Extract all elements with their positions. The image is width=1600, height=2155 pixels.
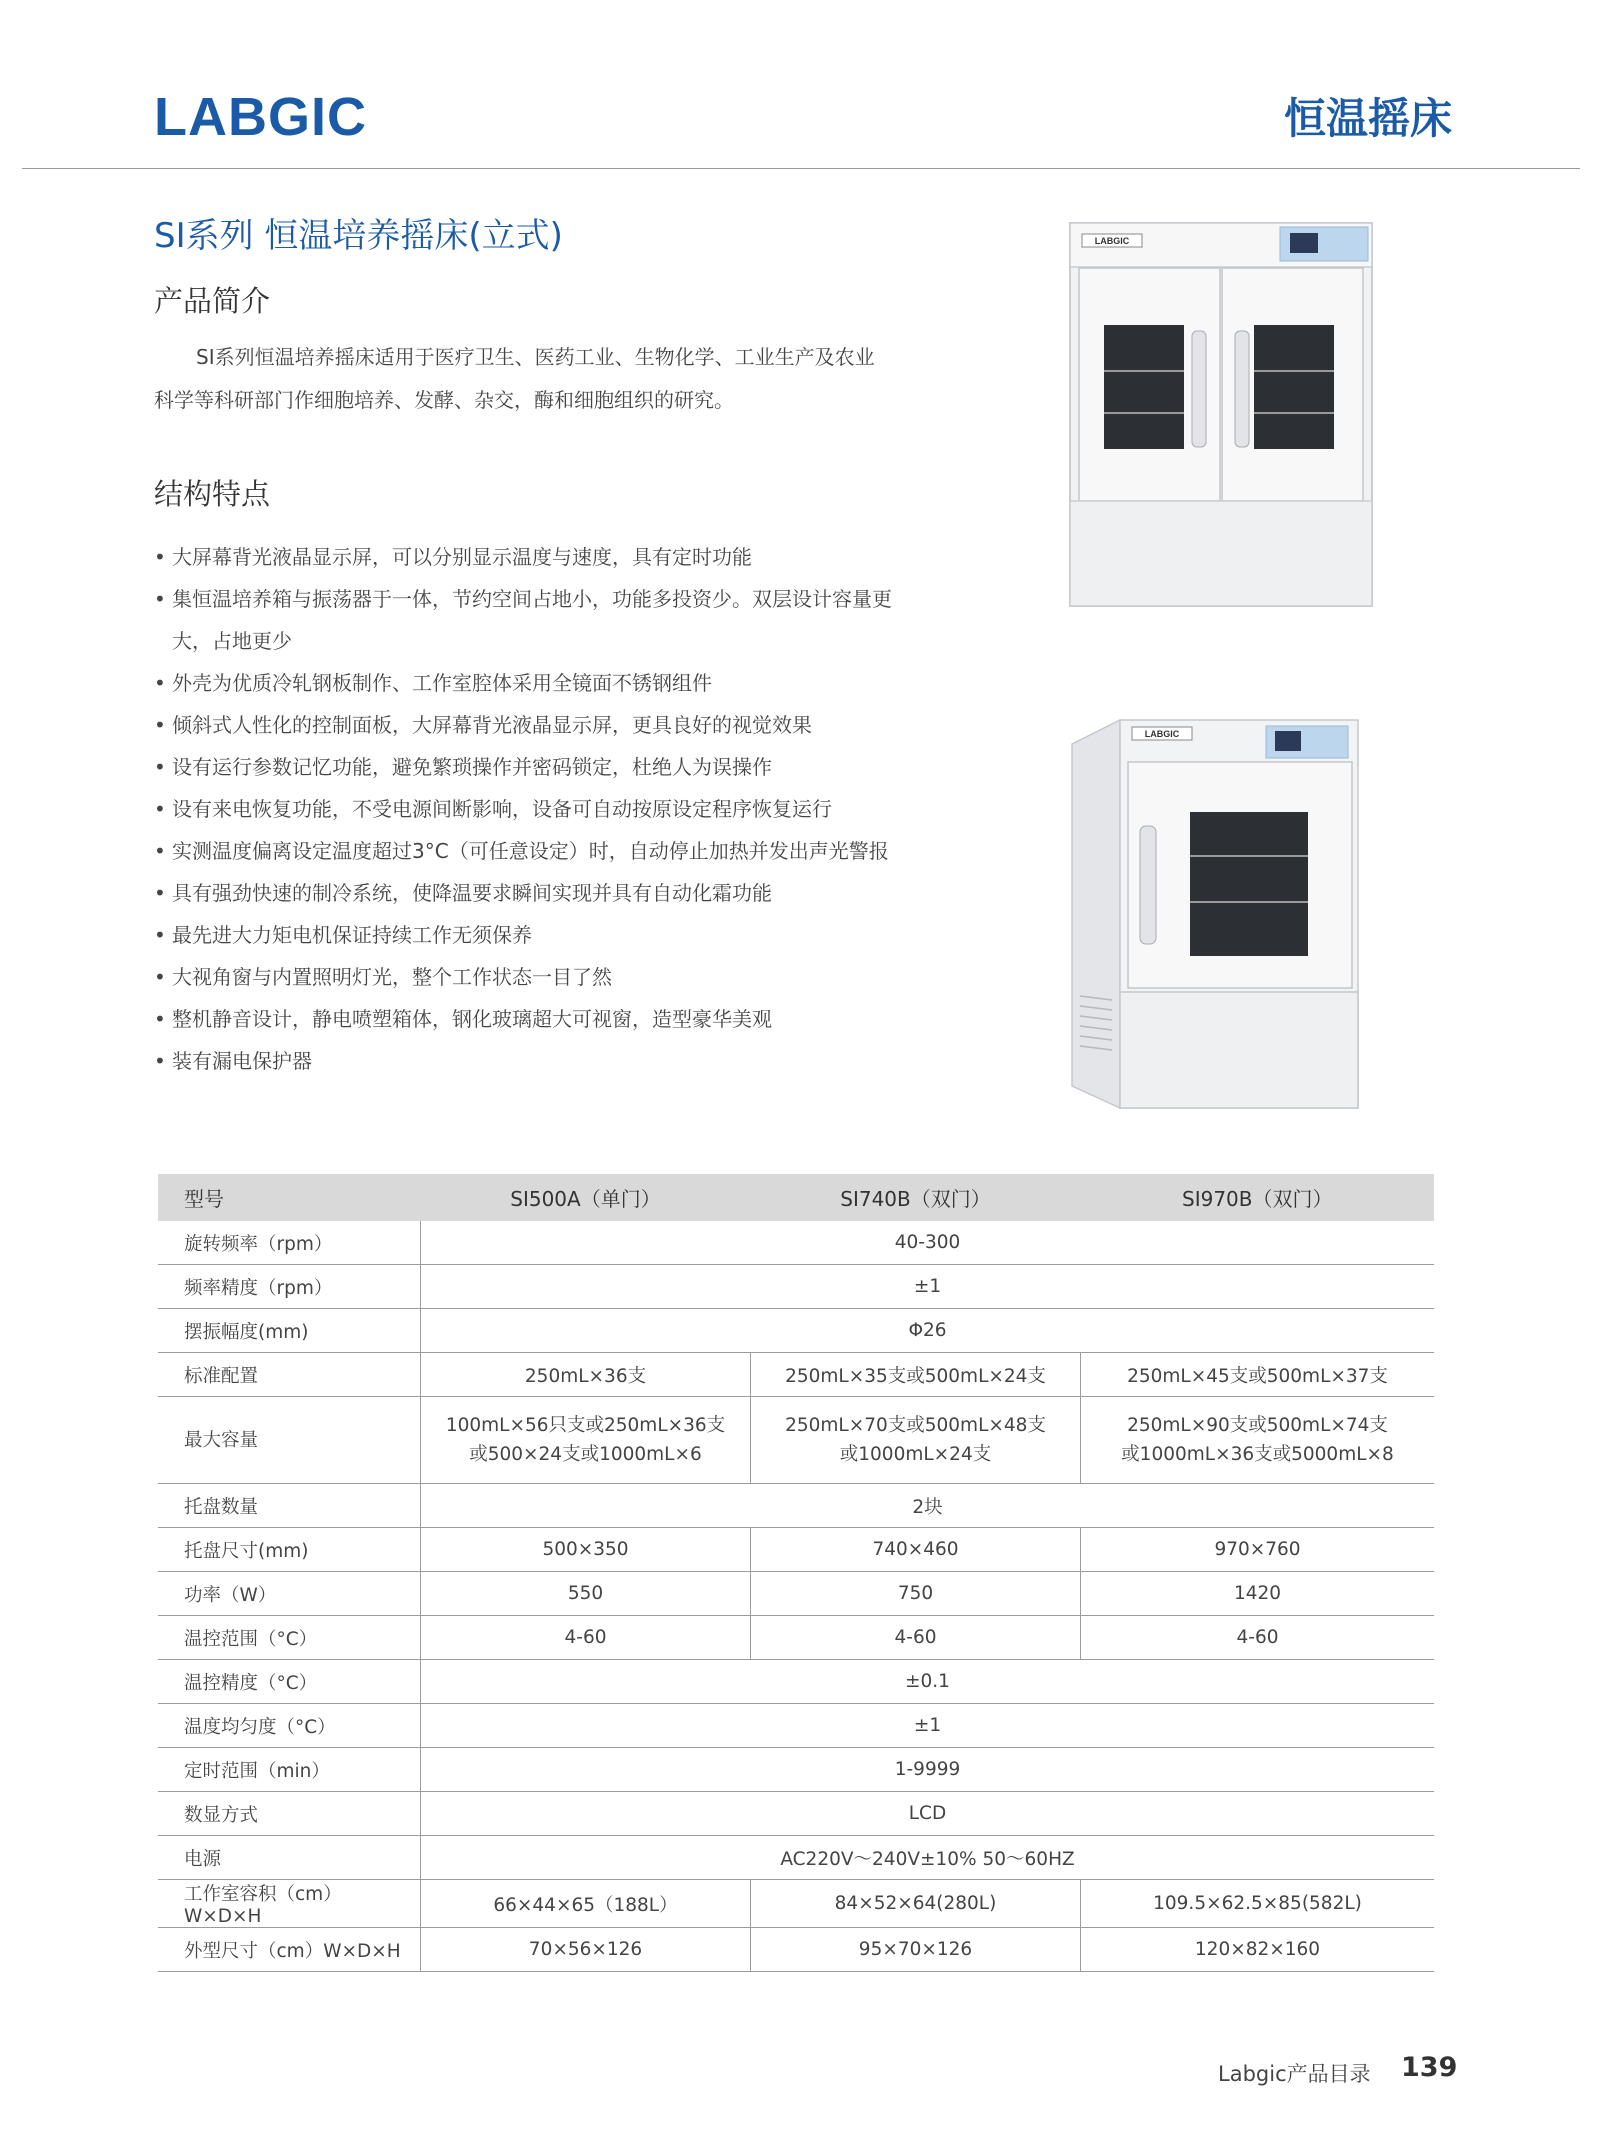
feature-item xyxy=(154,956,894,998)
spec-row xyxy=(158,1616,1434,1660)
spec-value: 100mL×56只支或250mL×36支 或500×24支或1000mL×6 xyxy=(421,1397,751,1484)
spec-row xyxy=(158,1221,1434,1265)
spec-row xyxy=(158,1484,1434,1528)
double-door-shaker-image xyxy=(1068,221,1374,608)
bullet-dot: • xyxy=(154,1007,166,1031)
header-divider xyxy=(22,168,1580,169)
bullet-dot: • xyxy=(154,713,166,737)
feature-text: 设有运行参数记忆功能，避免繁琐操作并密码锁定，杜绝人为误操作 xyxy=(172,755,772,779)
spec-value: 1-9999 xyxy=(421,1748,1435,1792)
spec-table xyxy=(158,1174,1434,1972)
feature-item xyxy=(154,662,894,704)
spec-row xyxy=(158,1572,1434,1616)
feature-text: 实测温度偏离设定温度超过3°C（可任意设定）时，自动停止加热并发出声光警报 xyxy=(172,839,889,863)
header-si740b: SI740B（双门） xyxy=(751,1174,1081,1221)
bullet-dot: • xyxy=(154,755,166,779)
spec-value: 970×760 xyxy=(1081,1528,1435,1572)
feature-text: 大视角窗与内置照明灯光，整个工作状态一目了然 xyxy=(172,965,612,989)
spec-row xyxy=(158,1397,1434,1484)
spec-header-row xyxy=(158,1174,1434,1221)
bullet-dot: • xyxy=(154,839,166,863)
spec-label: 温控精度（°C） xyxy=(158,1660,421,1704)
spec-row xyxy=(158,1309,1434,1353)
spec-row xyxy=(158,1265,1434,1309)
features-heading: 结构特点 xyxy=(154,477,271,511)
feature-text: 集恒温培养箱与振荡器于一体，节约空间占地小，功能多投资少。双层设计容量更大，占地更少 xyxy=(172,587,892,653)
spec-row xyxy=(158,1836,1434,1880)
feature-item xyxy=(154,830,894,872)
spec-value: 70×56×126 xyxy=(421,1928,751,1972)
spec-value: 120×82×160 xyxy=(1081,1928,1435,1972)
feature-text: 设有来电恢复功能，不受电源间断影响，设备可自动按原设定程序恢复运行 xyxy=(172,797,832,821)
spec-label: 定时范围（min） xyxy=(158,1748,421,1792)
spec-label: 托盘尺寸(mm) xyxy=(158,1528,421,1572)
spec-value: 4-60 xyxy=(751,1616,1081,1660)
bullet-dot: • xyxy=(154,923,166,947)
brand-logo: LABGIC xyxy=(154,87,367,147)
spec-value: 40-300 xyxy=(421,1221,1435,1265)
spec-row xyxy=(158,1704,1434,1748)
bullet-dot: • xyxy=(154,545,166,569)
spec-label: 功率（W） xyxy=(158,1572,421,1616)
intro-heading: 产品简介 xyxy=(154,284,271,318)
spec-value: 750 xyxy=(751,1572,1081,1616)
spec-value: 500×350 xyxy=(421,1528,751,1572)
feature-text: 装有漏电保护器 xyxy=(172,1049,312,1073)
spec-label: 旋转频率（rpm） xyxy=(158,1221,421,1265)
spec-label: 温度均匀度（°C） xyxy=(158,1704,421,1748)
feature-item xyxy=(154,998,894,1040)
spec-row xyxy=(158,1528,1434,1572)
feature-item xyxy=(154,1040,894,1082)
spec-value: 250mL×90支或500mL×74支 或1000mL×36支或5000mL×8 xyxy=(1081,1397,1435,1484)
spec-row xyxy=(158,1928,1434,1972)
spec-label: 摆振幅度(mm) xyxy=(158,1309,421,1353)
spec-value: 84×52×64(280L) xyxy=(751,1880,1081,1928)
spec-label: 电源 xyxy=(158,1836,421,1880)
feature-text: 具有强劲快速的制冷系统，使降温要求瞬间实现并具有自动化霜功能 xyxy=(172,881,772,905)
feature-item xyxy=(154,578,894,662)
feature-item xyxy=(154,746,894,788)
bullet-dot: • xyxy=(154,1049,166,1073)
feature-text: 整机静音设计，静电喷塑箱体，钢化玻璃超大可视窗，造型豪华美观 xyxy=(172,1007,772,1031)
spec-body xyxy=(158,1221,1434,1972)
feature-text: 外壳为优质冷轧钢板制作、工作室腔体采用全镜面不锈钢组件 xyxy=(172,671,712,695)
spec-value: 4-60 xyxy=(421,1616,751,1660)
spec-label: 最大容量 xyxy=(158,1397,421,1484)
spec-value: LCD xyxy=(421,1792,1435,1836)
spec-row xyxy=(158,1353,1434,1397)
feature-item xyxy=(154,788,894,830)
spec-label: 外型尺寸（cm）W×D×H xyxy=(158,1928,421,1972)
spec-row xyxy=(158,1792,1434,1836)
spec-value: 66×44×65（188L） xyxy=(421,1880,751,1928)
bullet-dot: • xyxy=(154,587,166,611)
intro-text: SI系列恒温培养摇床适用于医疗卫生、医药工业、生物化学、工业生产及农业科学等科研部门作细胞培养、发酵、杂交，酶和细胞组织的研究。 xyxy=(154,345,875,412)
bullet-dot: • xyxy=(154,965,166,989)
bullet-dot: • xyxy=(154,881,166,905)
single-door-logo-badge: LABGIC xyxy=(1144,729,1180,739)
spec-value: 95×70×126 xyxy=(751,1928,1081,1972)
header-model: 型号 xyxy=(158,1174,421,1221)
spec-value: 2块 xyxy=(421,1484,1435,1528)
spec-value: ±1 xyxy=(421,1265,1435,1309)
single-door-shaker-image xyxy=(1070,716,1360,1116)
footer-catalog-label: Labgic产品目录 xyxy=(1218,2062,1371,2086)
bullet-dot: • xyxy=(154,671,166,695)
feature-text: 倾斜式人性化的控制面板，大屏幕背光液晶显示屏，更具良好的视觉效果 xyxy=(172,713,812,737)
spec-value: 550 xyxy=(421,1572,751,1616)
spec-value: 740×460 xyxy=(751,1528,1081,1572)
spec-value: 250mL×35支或500mL×24支 xyxy=(751,1353,1081,1397)
feature-item xyxy=(154,704,894,746)
spec-value: 250mL×36支 xyxy=(421,1353,751,1397)
spec-value: 109.5×62.5×85(582L) xyxy=(1081,1880,1435,1928)
feature-list xyxy=(154,536,894,1082)
spec-row xyxy=(158,1880,1434,1928)
spec-row xyxy=(158,1660,1434,1704)
spec-value: 250mL×45支或500mL×37支 xyxy=(1081,1353,1435,1397)
spec-label: 标准配置 xyxy=(158,1353,421,1397)
spec-value: 4-60 xyxy=(1081,1616,1435,1660)
feature-item xyxy=(154,914,894,956)
category-title: 恒温摇床 xyxy=(1283,94,1452,143)
page-number: 139 xyxy=(1401,2052,1458,2083)
product-title: SI系列 恒温培养摇床(立式) xyxy=(154,216,563,256)
spec-label: 频率精度（rpm） xyxy=(158,1265,421,1309)
spec-value: ±1 xyxy=(421,1704,1435,1748)
feature-item xyxy=(154,536,894,578)
spec-label: 工作室容积（cm）W×D×H xyxy=(158,1880,421,1928)
header-si970b: SI970B（双门） xyxy=(1081,1174,1435,1221)
spec-row xyxy=(158,1748,1434,1792)
spec-label: 托盘数量 xyxy=(158,1484,421,1528)
double-door-logo-badge: LABGIC xyxy=(1094,236,1130,246)
feature-item xyxy=(154,872,894,914)
spec-value: 250mL×70支或500mL×48支 或1000mL×24支 xyxy=(751,1397,1081,1484)
header-si500a: SI500A（单门） xyxy=(421,1174,751,1221)
feature-text: 最先进大力矩电机保证持续工作无须保养 xyxy=(172,923,532,947)
spec-value: ±0.1 xyxy=(421,1660,1435,1704)
spec-value: AC220V～240V±10% 50～60HZ xyxy=(421,1836,1435,1880)
spec-value: 1420 xyxy=(1081,1572,1435,1616)
feature-text: 大屏幕背光液晶显示屏，可以分别显示温度与速度，具有定时功能 xyxy=(172,545,752,569)
spec-label: 温控范围（°C） xyxy=(158,1616,421,1660)
spec-label: 数显方式 xyxy=(158,1792,421,1836)
spec-value: Φ26 xyxy=(421,1309,1435,1353)
bullet-dot: • xyxy=(154,797,166,821)
